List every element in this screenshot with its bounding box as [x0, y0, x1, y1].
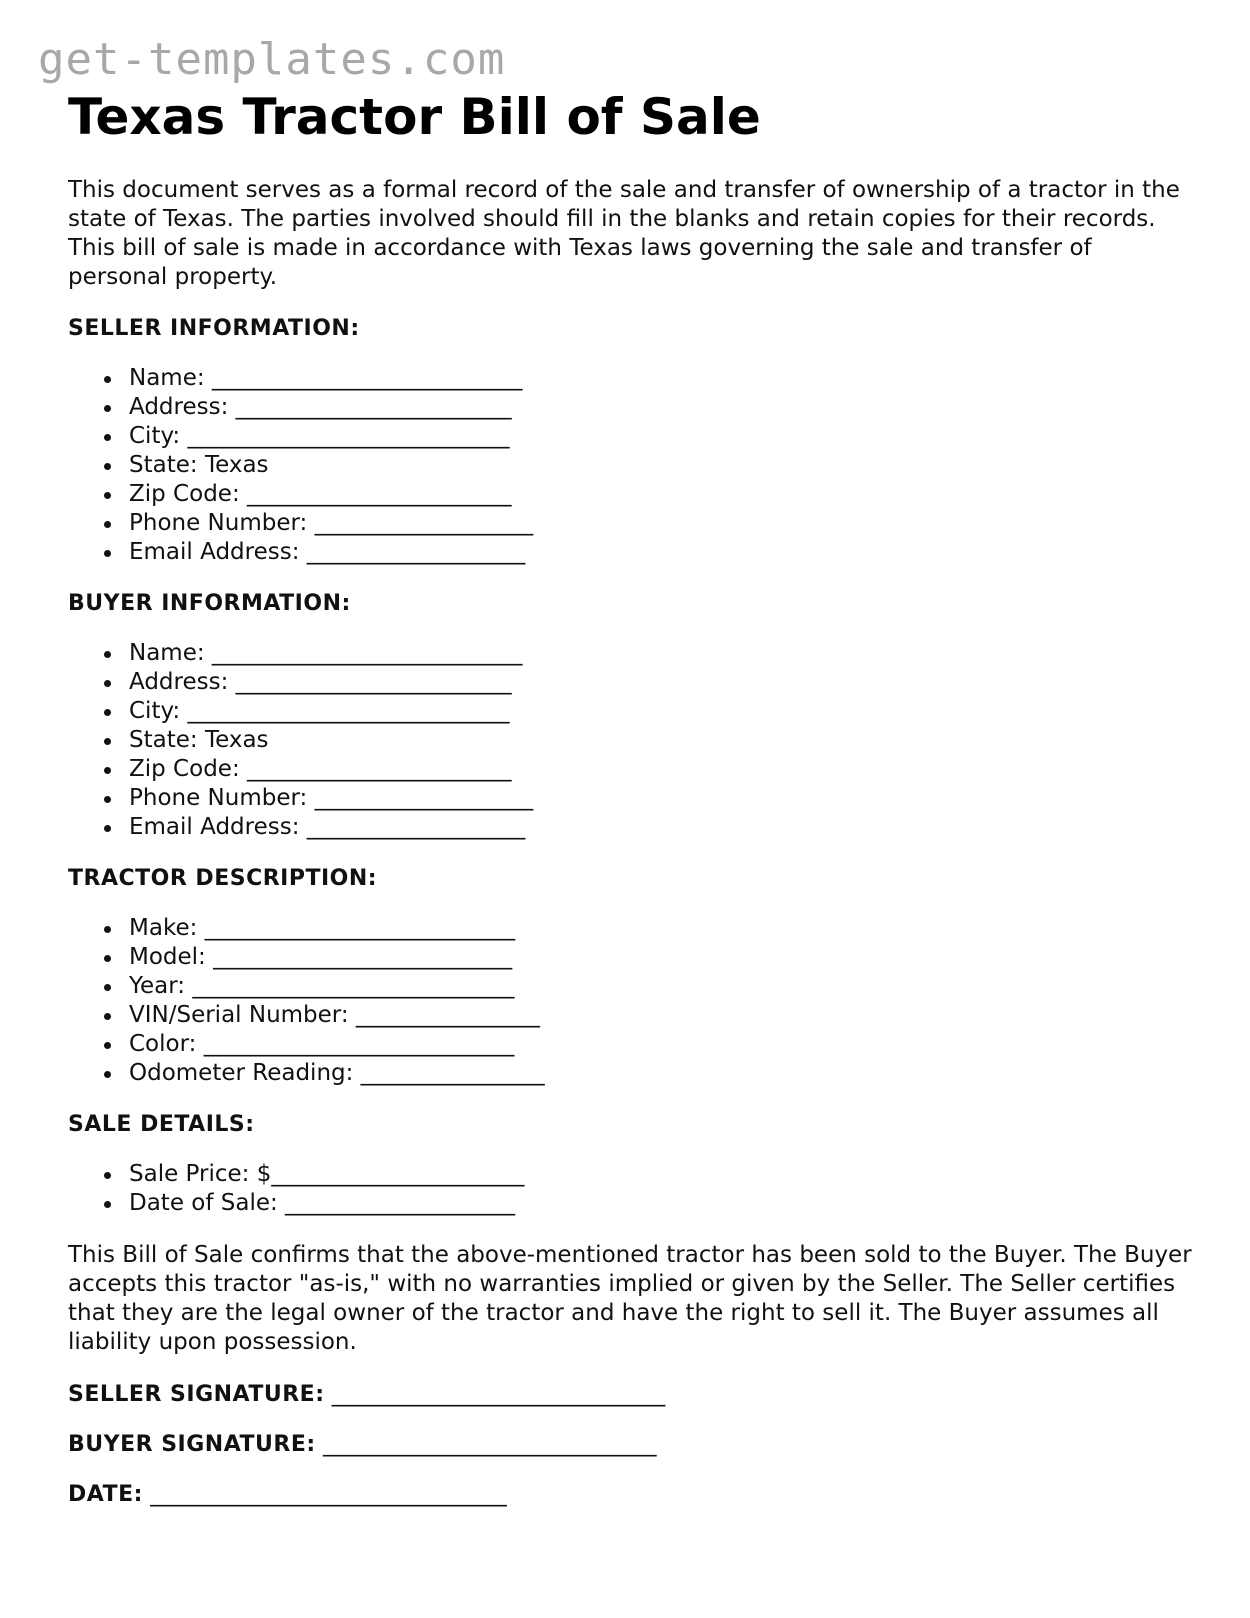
seller-fields-list: [68, 364, 1198, 567]
tractor-color-field[interactable]: Color: ___________________________: [68, 1030, 1198, 1059]
tractor-model-field[interactable]: Model: __________________________: [68, 943, 1198, 972]
seller-email-field[interactable]: Email Address: ___________________: [68, 538, 1198, 567]
buyer-section-heading: BUYER INFORMATION:: [68, 591, 351, 616]
seller-address-field[interactable]: Address: ________________________: [68, 393, 1198, 422]
buyer-state-field: State: Texas: [68, 726, 1198, 755]
buyer-email-field[interactable]: Email Address: ___________________: [68, 813, 1198, 842]
seller-signature-line[interactable]: [68, 1381, 1198, 1407]
document: [68, 88, 1198, 1507]
seller-state-field: State: Texas: [68, 451, 1198, 480]
buyer-fields-list: [68, 639, 1198, 842]
sale-date-field[interactable]: Date of Sale: ____________________: [68, 1189, 1198, 1218]
tractor-vin-field[interactable]: VIN/Serial Number: ________________: [68, 1001, 1198, 1030]
seller-section-heading: SELLER INFORMATION:: [68, 316, 360, 341]
tractor-fields-list: [68, 914, 1198, 1088]
intro-paragraph: This document serves as a formal record of the sale and transfer of ownership of a tractor in the state of Texas. The parties involved should fill in the blanks and retain copies for their records. This bill of sale is made in accordance with Texas laws governing the sale and transfer of personal property.: [68, 177, 1180, 290]
seller-phone-field[interactable]: Phone Number: ___________________: [68, 509, 1198, 538]
document-title: Texas Tractor Bill of Sale: [68, 88, 761, 146]
watermark: get-templates.com: [38, 34, 506, 85]
tractor-odometer-field[interactable]: Odometer Reading: ________________: [68, 1059, 1198, 1088]
buyer-name-field[interactable]: Name: ___________________________: [68, 639, 1198, 668]
buyer-address-field[interactable]: Address: ________________________: [68, 668, 1198, 697]
date-blank[interactable]: _______________________________: [142, 1481, 507, 1507]
seller-signature-blank[interactable]: _____________________________: [324, 1381, 666, 1407]
date-label: DATE:: [68, 1482, 143, 1507]
seller-zip-field[interactable]: Zip Code: _______________________: [68, 480, 1198, 509]
closing-paragraph: This Bill of Sale confirms that the above-mentioned tractor has been sold to the Buyer. The Buyer accepts this tractor "as-is," with no warranties implied or given by the Seller. The Seller certifies that they are the legal owner of the tractor and have the right to sell it. The Buyer assumes all liability upon possession.: [68, 1242, 1192, 1355]
buyer-signature-label: BUYER SIGNATURE:: [68, 1432, 316, 1457]
seller-signature-label: SELLER SIGNATURE:: [68, 1382, 325, 1407]
seller-city-field[interactable]: City: ____________________________: [68, 422, 1198, 451]
sale-fields-list: [68, 1160, 1198, 1218]
date-signature-line[interactable]: [68, 1481, 1198, 1507]
buyer-signature-blank[interactable]: _____________________________: [315, 1431, 657, 1457]
sale-price-field[interactable]: Sale Price: $______________________: [68, 1160, 1198, 1189]
buyer-phone-field[interactable]: Phone Number: ___________________: [68, 784, 1198, 813]
tractor-year-field[interactable]: Year: ____________________________: [68, 972, 1198, 1001]
buyer-city-field[interactable]: City: ____________________________: [68, 697, 1198, 726]
buyer-zip-field[interactable]: Zip Code: _______________________: [68, 755, 1198, 784]
tractor-make-field[interactable]: Make: ___________________________: [68, 914, 1198, 943]
tractor-section-heading: TRACTOR DESCRIPTION:: [68, 866, 378, 891]
seller-name-field[interactable]: Name: ___________________________: [68, 364, 1198, 393]
buyer-signature-line[interactable]: [68, 1431, 1198, 1457]
sale-section-heading: SALE DETAILS:: [68, 1112, 255, 1137]
